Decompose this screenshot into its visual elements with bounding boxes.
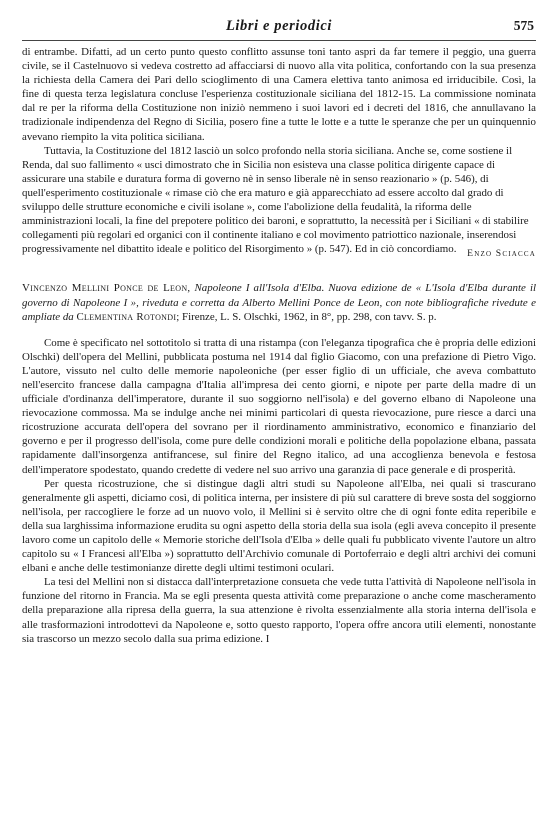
review-paragraph: Come è specificato nel sottotitolo si tratta di una ristampa (con l'eleganza tipografica che è propria delle edizioni Olschki) dell'opera del Mellini, pubblicata postuma nel 1914 dal figlio Giacomo, con una prefazione di Pietro Vigo. L'autore, vissuto nel culto delle memorie napoleoniche (per esser figlio di un ufficiale, che aveva combattuto nell'esercito francese dalla campagna d'Italia all'impresa dei cento giorni, e nipote per parte della madre di un ufficiale d'ordinanza dell'imperatore, durante il suo soggiorno nell'isola) e del governo elbano di Napoleone una rievocazione commossa. Ma se indulge anche nei minimi particolari di questa rievocazione, pure riesce a darci una ricostruzione accurata dell'opera del sovrano per il riordinamento amministrativo, economico e finanziario del governo e per il progresso dell'isola, come pure delle condizioni morali e politiche della popolazione elbana, passata rapidamente dall'insorgenza antifrancese, sul finire del Regno italico, ad una accoglienza benevola e festosa dell'imperatore spodestato, quando credette di vedere nel suo arrivo una garanzia di pace generale e di prosperità.	[22, 336, 536, 476]
previous-review-paragraph: Tuttavia, la Costituzione del 1812 lasciò un solco profondo nella storia siciliana. Anche se, come sostiene il Renda, dal suo fallimento « usci dimostrato che in Sicilia non esisteva una classe politica dirigente capace di assicurare una stabile e duratura forma di governo nè in senso liberale nè in senso reazionario » (p. 546), di quell'esperimento costituzionale « rimase ciò che era maturo e già apparecchiato ad essere accolto dal grado di sviluppo delle strutture economiche e civili isolane », come l'abolizione della feudalità, la riforma delle amministrazioni locali, la fine del prepotere politico dei baroni, e soprattutto, la necessità per i Siciliani « di stabilire collegamenti più regolari ed organici con il continente italiano e col movimento patriottico nazionale, inserendosi progressivamente nel dibattito ideale e politico del Risorgimento » (p. 547). Ed in ciò concordiamo.	[22, 144, 529, 256]
bibliographic-citation	[22, 281, 536, 323]
previous-review	[22, 45, 536, 261]
citation-editor: Clementina Rotondi	[76, 310, 177, 323]
previous-review-paragraph: di entrambe. Difatti, ad un certo punto questo conflitto assunse toni tanto aspri da far temere il peggio, una guerra civile, se il Castelnuovo si vedeva costretto ad affacciarsi di nuovo alla vita politica, confortando con la sua presenza la richiesta della Camera dei Pari dello scioglimento di una Camera elettiva tanto animosa ed irriducibile. Così, la fine di questa terza legislatura concluse l'esperienza costituzionale siciliana del 1812-15. La commissione nominata dal re per la riforma della Costituzione non iniziò nemmeno i suoi lavori ed i decreti del 1816, che annullavano la tradizionale indipendenza del Regno di Sicilia, posero fine a tutte le lotte e a tutte le speranze che per un quinquennio avevano riempito la vita politica siciliana.	[22, 46, 536, 143]
citation-author: Vincenzo Mellini Ponce de Leon,	[22, 282, 191, 295]
previous-review-closing	[22, 144, 536, 260]
running-title: Libri e periodici	[225, 18, 333, 34]
section-gap	[22, 261, 536, 281]
book-review	[22, 281, 536, 645]
page-number: 575	[513, 18, 534, 33]
citation-publication: ; Firenze, L. S. Olschki, 1962, in 8°, pp. 298, con tavv. S. p.	[176, 310, 437, 323]
review-signature: Enzo Sciacca	[467, 248, 536, 260]
header-rule	[22, 40, 536, 41]
page-header	[22, 12, 536, 40]
citation-title: Napoleone I all'Isola d'Elba. Nuova edizione de « L'Isola d'Elba durante il governo di Napoleone I », riveduta e corretta da Alberto Mellini Ponce de Leon, con note bibliografiche rivedute e ampliate da	[22, 282, 536, 323]
review-paragraph: Per questa ricostruzione, che si distingue dagli altri studi su Napoleone all'Elba, nei quali si trascurano generalmente gli aspetti, diciamo così, di politica interna, per insistere di più sul carattere di breve sosta del soggiorno nell'isola, per raccogliere le forze ad un nuovo volo, il Mellini si è servito oltre che di ogni fonte edita reperibile e della sua larghissima informazione erudita su ogni aspetto della storia della sua isola (egli aveva concepito il presente lavoro come un capitolo delle « Memorie storiche dell'Isola d'Elba » delle quali fu pubblicato vivente l'autore un altro capitolo su « I Francesi all'Elba ») soprattutto dell'Archivio comunale di Portoferraio e degli altri archivi dei comuni elbani e anche delle testimonianze dirette degli ultimi testimoni oculari.	[22, 477, 536, 575]
review-paragraph: La tesi del Mellini non si distacca dall'interpretazione consueta che vede tutta l'attività di Napoleone nell'isola in funzione del ritorno in Francia. Ma se egli presenta questa attività come preparazione o anche come mascheramento della preparazione alla ripresa della guerra, la sua attenzione è rivolta essenzialmente alla storia interna dell'isola e alle trasformazioni introdottevi da Napoleone e, sotto questo rapporto, l'opera offre ancora utili elementi, nonostante sia trascorso un mezzo secolo dalla sua prima edizione. I	[22, 576, 536, 645]
